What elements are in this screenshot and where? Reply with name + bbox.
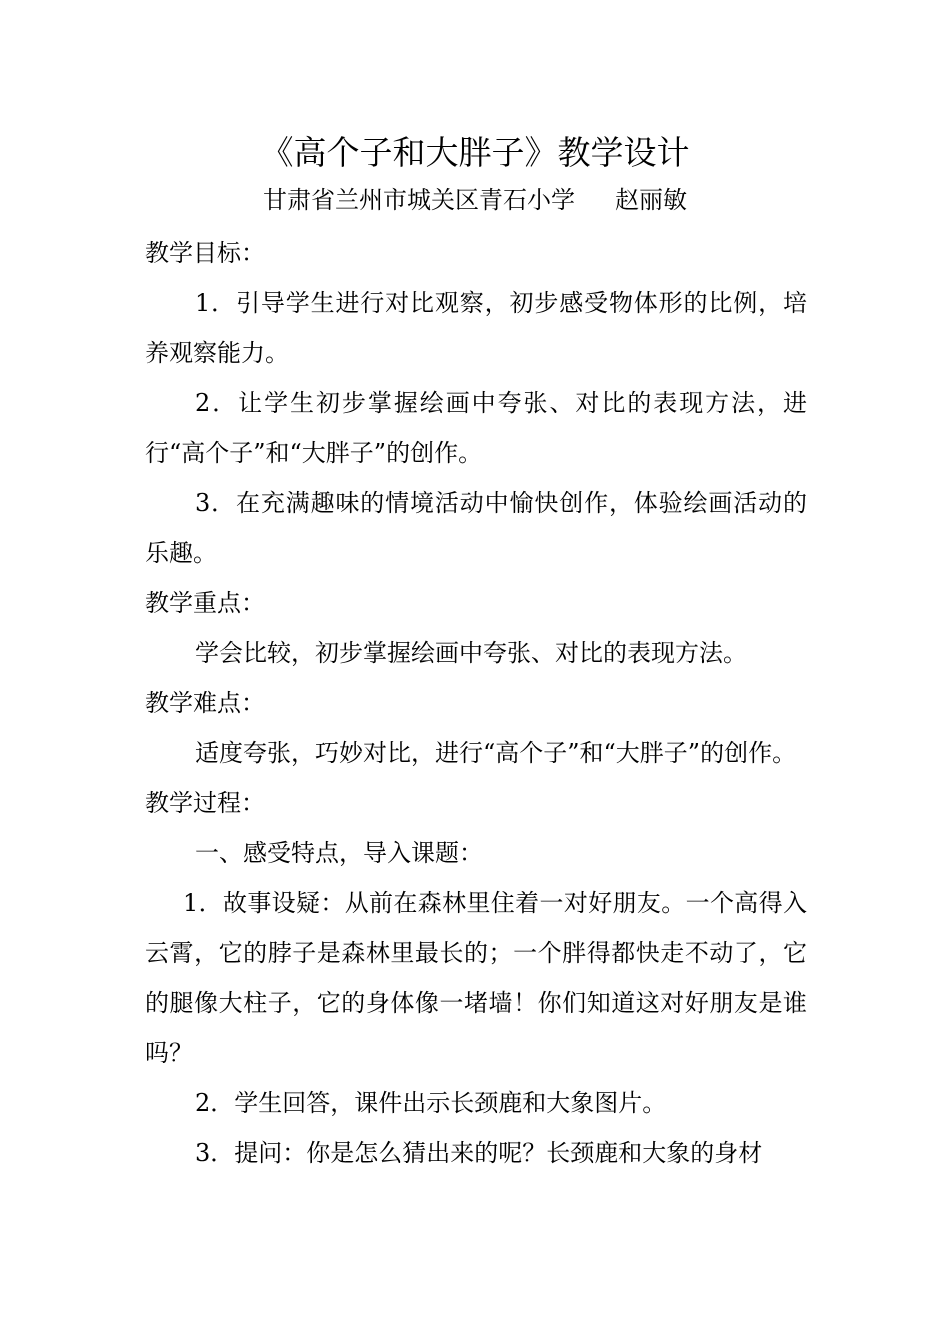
goal-item: 2．让学生初步掌握绘画中夸张、对比的表现方法，进行“高个子”和“大胖子”的创作。: [145, 389, 807, 467]
goal-item: 1．引导学生进行对比观察，初步感受物体形的比例，培养观察能力。: [145, 289, 807, 367]
process-heading: 教学过程：: [145, 789, 265, 817]
document-title: 《高个子和大胖子》教学设计: [260, 133, 690, 172]
difficulty-heading: 教学难点：: [145, 689, 265, 717]
school-name: 甘肃省兰州市城关区青石小学: [263, 186, 575, 214]
process-step: 2．学生回答，课件出示长颈鹿和大象图片。: [195, 1089, 667, 1117]
document-body: [145, 228, 807, 1178]
document-byline: [0, 180, 950, 220]
key-heading: 教学重点：: [145, 589, 265, 617]
difficulty-text: 适度夸张，巧妙对比，进行“高个子”和“大胖子”的创作。: [195, 739, 797, 767]
author-name: 赵丽敏: [615, 186, 687, 214]
goal-item: 3．在充满趣味的情境活动中愉快创作，体验绘画活动的乐趣。: [145, 489, 807, 567]
process-step: 1．故事设疑：从前在森林里住着一对好朋友。一个高得入云霄，它的脖子是森林里最长的；一个胖得都快走不动了，它的腿像大柱子，它的身体像一堵墙！你们知道这对好朋友是谁吗？: [145, 889, 807, 1067]
goals-heading: 教学目标：: [145, 239, 265, 267]
process-step: 3．提问：你是怎么猜出来的呢？长颈鹿和大象的身材: [195, 1139, 763, 1167]
section-heading: 一、感受特点，导入课题：: [195, 839, 483, 867]
key-point: 学会比较，初步掌握绘画中夸张、对比的表现方法。: [195, 639, 747, 667]
